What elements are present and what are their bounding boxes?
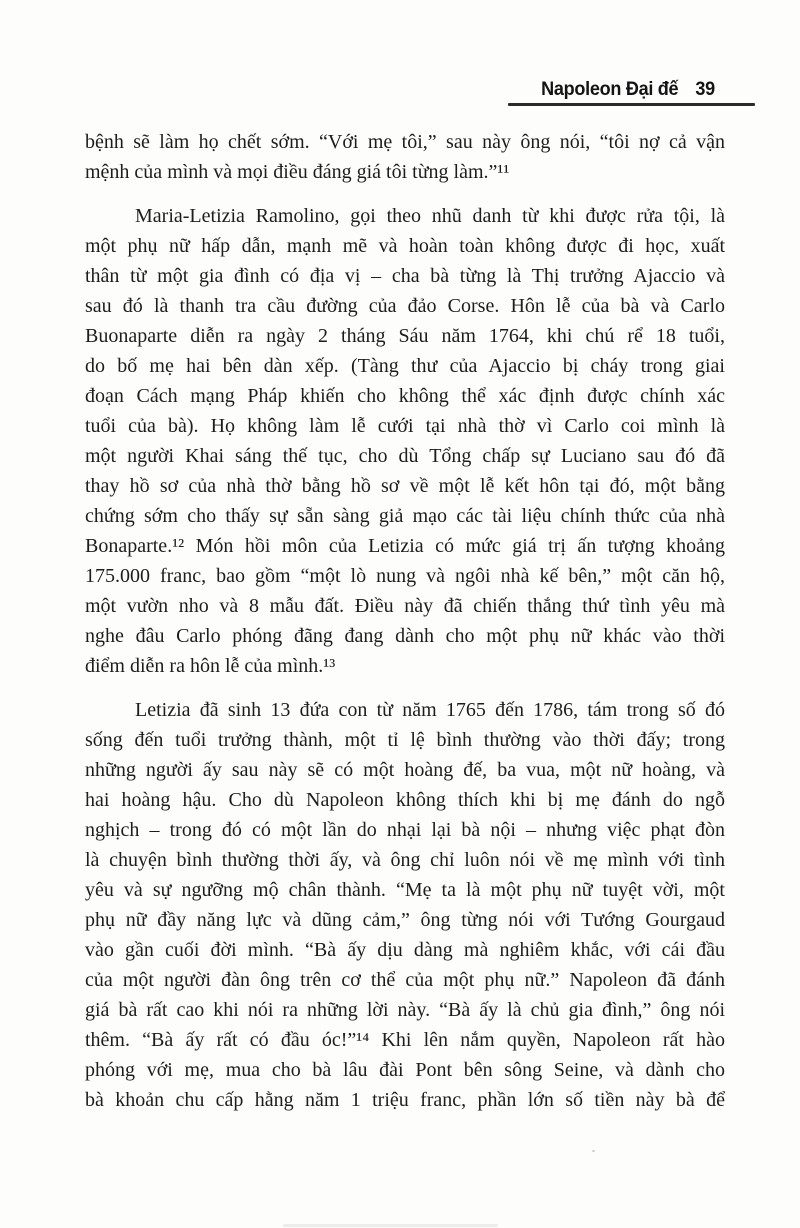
- text-line: giá bà rất cao khi nói ra những lời này. “Bà ấy là chủ gia đình,” ông nói: [85, 999, 725, 1021]
- text-line: những người ấy sau này sẽ có một hoàng đế, ba vua, một nữ hoàng, và: [85, 759, 725, 781]
- text-line: Letizia đã sinh 13 đứa con từ năm 1765 đến 1786, tám trong số đó: [135, 699, 725, 721]
- text-line: thay hồ sơ của nhà thờ bằng hồ sơ về một lễ kết hôn tại đó, một bằng: [85, 475, 725, 497]
- text-line: đoạn Cách mạng Pháp khiến cho không thể xác định được chính xác: [85, 385, 725, 407]
- text-line: nghe đâu Carlo phóng đãng đang dành cho một phụ nữ khác vào thời: [85, 625, 725, 647]
- text-line: sau đó là thanh tra cầu đường của đảo Corse. Hôn lễ của bà và Carlo: [85, 295, 725, 317]
- text-line: thêm. “Bà ấy rất có đầu óc!”¹⁴ Khi lên nắm quyền, Napoleon rất hào: [85, 1029, 725, 1051]
- paragraph: [85, 695, 725, 1115]
- running-title: Napoleon Đại đế: [541, 79, 679, 100]
- text-line: Maria-Letizia Ramolino, gọi theo nhũ danh từ khi được rửa tội, là: [135, 205, 725, 227]
- text-line: do bố mẹ hai bên dàn xếp. (Tàng thư của Ajaccio bị cháy trong giai: [85, 355, 725, 377]
- text-line: một phụ nữ hấp dẫn, mạnh mẽ và hoàn toàn không được đi học, xuất: [85, 235, 725, 257]
- text-line: thân từ một gia đình có địa vị – cha bà từng là Thị trưởng Ajaccio và: [85, 265, 725, 287]
- running-header: [541, 79, 715, 101]
- text-line: một người Khai sáng thế tục, cho dù Tổng chấp sự Luciano sau đó đã: [85, 445, 725, 467]
- paragraph: [85, 201, 725, 681]
- text-line: tuổi của bà). Họ không làm lễ cưới tại nhà thờ vì Carlo coi mình là: [85, 415, 725, 437]
- text-line: bà khoản chu cấp hằng năm 1 triệu franc, phần lớn số tiền này bà để: [85, 1089, 725, 1111]
- text-line: vào gần cuối đời mình. “Bà ấy dịu dàng mà nghiêm khắc, với cái đầu: [85, 939, 725, 961]
- text-line: phóng với mẹ, mua cho bà lâu đài Pont bên sông Seine, và dành cho: [85, 1059, 725, 1081]
- text-line: điểm diễn ra hôn lễ của mình.¹³: [85, 655, 336, 677]
- scan-artifact-dot: [592, 1150, 595, 1152]
- text-line: chứng sớm cho thấy sự sẵn sàng giả mạo các tài liệu chính thức của nhà: [85, 505, 725, 527]
- scan-artifact-bar: [283, 1224, 498, 1227]
- text-line: yêu và sự ngưỡng mộ chân thành. “Mẹ ta là một phụ nữ tuyệt vời, một: [85, 879, 725, 901]
- text-line: 175.000 franc, bao gồm “một lò nung và ngôi nhà kế bên,” một căn hộ,: [85, 565, 725, 587]
- text-line: nghịch – trong đó có một lần do nhại lại bà nội – nhưng việc phạt đòn: [85, 819, 725, 841]
- header-rule: [508, 103, 755, 106]
- text-line: phụ nữ đầy năng lực và dũng cảm,” ông từng nói với Tướng Gourgaud: [85, 909, 725, 931]
- text-line: sống đến tuổi trưởng thành, một tỉ lệ bình thường vào thời đấy; trong: [85, 729, 725, 751]
- text-line: hai hoàng hậu. Cho dù Napoleon không thích khi bị mẹ đánh do ngỗ: [85, 789, 725, 811]
- page-number: 39: [695, 79, 715, 100]
- text-line: một vườn nho và 8 mẫu đất. Điều này đã chiến thắng thứ tình yêu mà: [85, 595, 725, 617]
- text-line: Bonaparte.¹² Món hồi môn của Letizia có mức giá trị ấn tượng khoảng: [85, 535, 725, 557]
- paragraph: [85, 127, 725, 187]
- text-line: Buonaparte diễn ra ngày 2 tháng Sáu năm 1764, khi chú rể 18 tuổi,: [85, 325, 725, 347]
- page-body: [85, 127, 725, 1115]
- text-line: của một người đàn ông trên cơ thể của một phụ nữ.” Napoleon đã đánh: [85, 969, 725, 991]
- text-line: bệnh sẽ làm họ chết sớm. “Với mẹ tôi,” sau này ông nói, “tôi nợ cả vận: [85, 131, 725, 153]
- text-line: mệnh của mình và mọi điều đáng giá tôi từng làm.”¹¹: [85, 161, 510, 183]
- text-line: là chuyện bình thường thời ấy, và ông chỉ luôn nói về mẹ mình với tình: [85, 849, 725, 871]
